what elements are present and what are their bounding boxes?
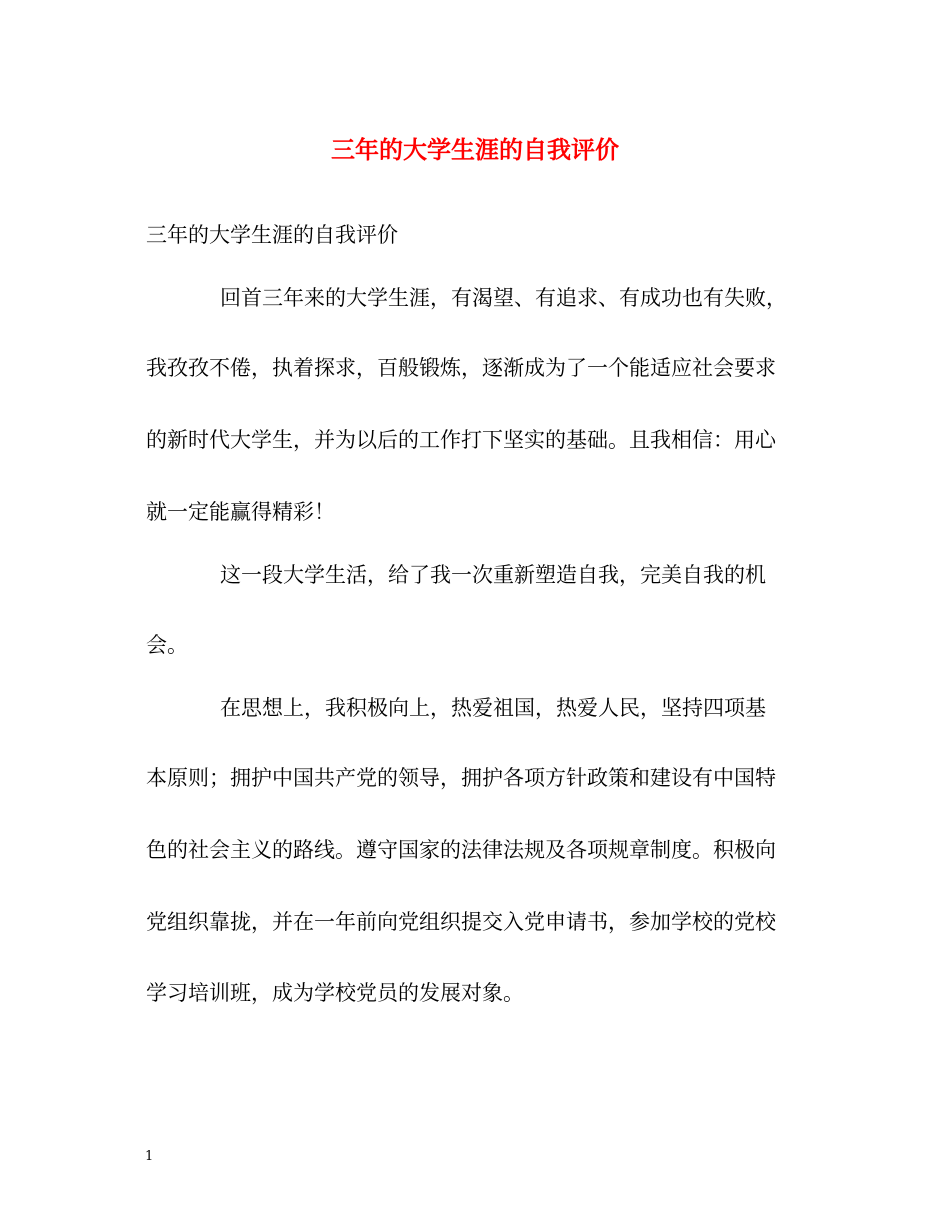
document-subtitle: 三年的大学生涯的自我评价: [146, 223, 398, 247]
text-line: 学习培训班，成为学校党员的发展对象。: [146, 981, 524, 1005]
text-line: 在思想上，我积极向上，热爱祖国，热爱人民，坚持四项基: [220, 696, 766, 720]
text-line: 回首三年来的大学生涯，有渴望、有追求、有成功也有失败，: [220, 286, 787, 310]
text-line: 这一段大学生活，给了我一次重新塑造自我，完美自我的机: [220, 563, 766, 587]
text-line: 本原则；拥护中国共产党的领导，拥护各项方针政策和建设有中国特: [146, 766, 776, 790]
text-line: 党组织靠拢，并在一年前向党组织提交入党申请书，参加学校的党校: [146, 910, 776, 934]
text-line: 的新时代大学生，并为以后的工作打下坚实的基础。且我相信：用心: [146, 428, 776, 452]
text-line: 会。: [146, 633, 188, 657]
text-line: 色的社会主义的路线。遵守国家的法律法规及各项规章制度。积极向: [146, 838, 776, 862]
text-line: 我孜孜不倦，执着探求，百般锻炼，逐渐成为了一个能适应社会要求: [146, 356, 776, 380]
page-number: 1: [145, 1149, 154, 1164]
text-line: 就一定能赢得精彩！: [146, 500, 335, 524]
page-title: 三年的大学生涯的自我评价: [331, 135, 619, 164]
